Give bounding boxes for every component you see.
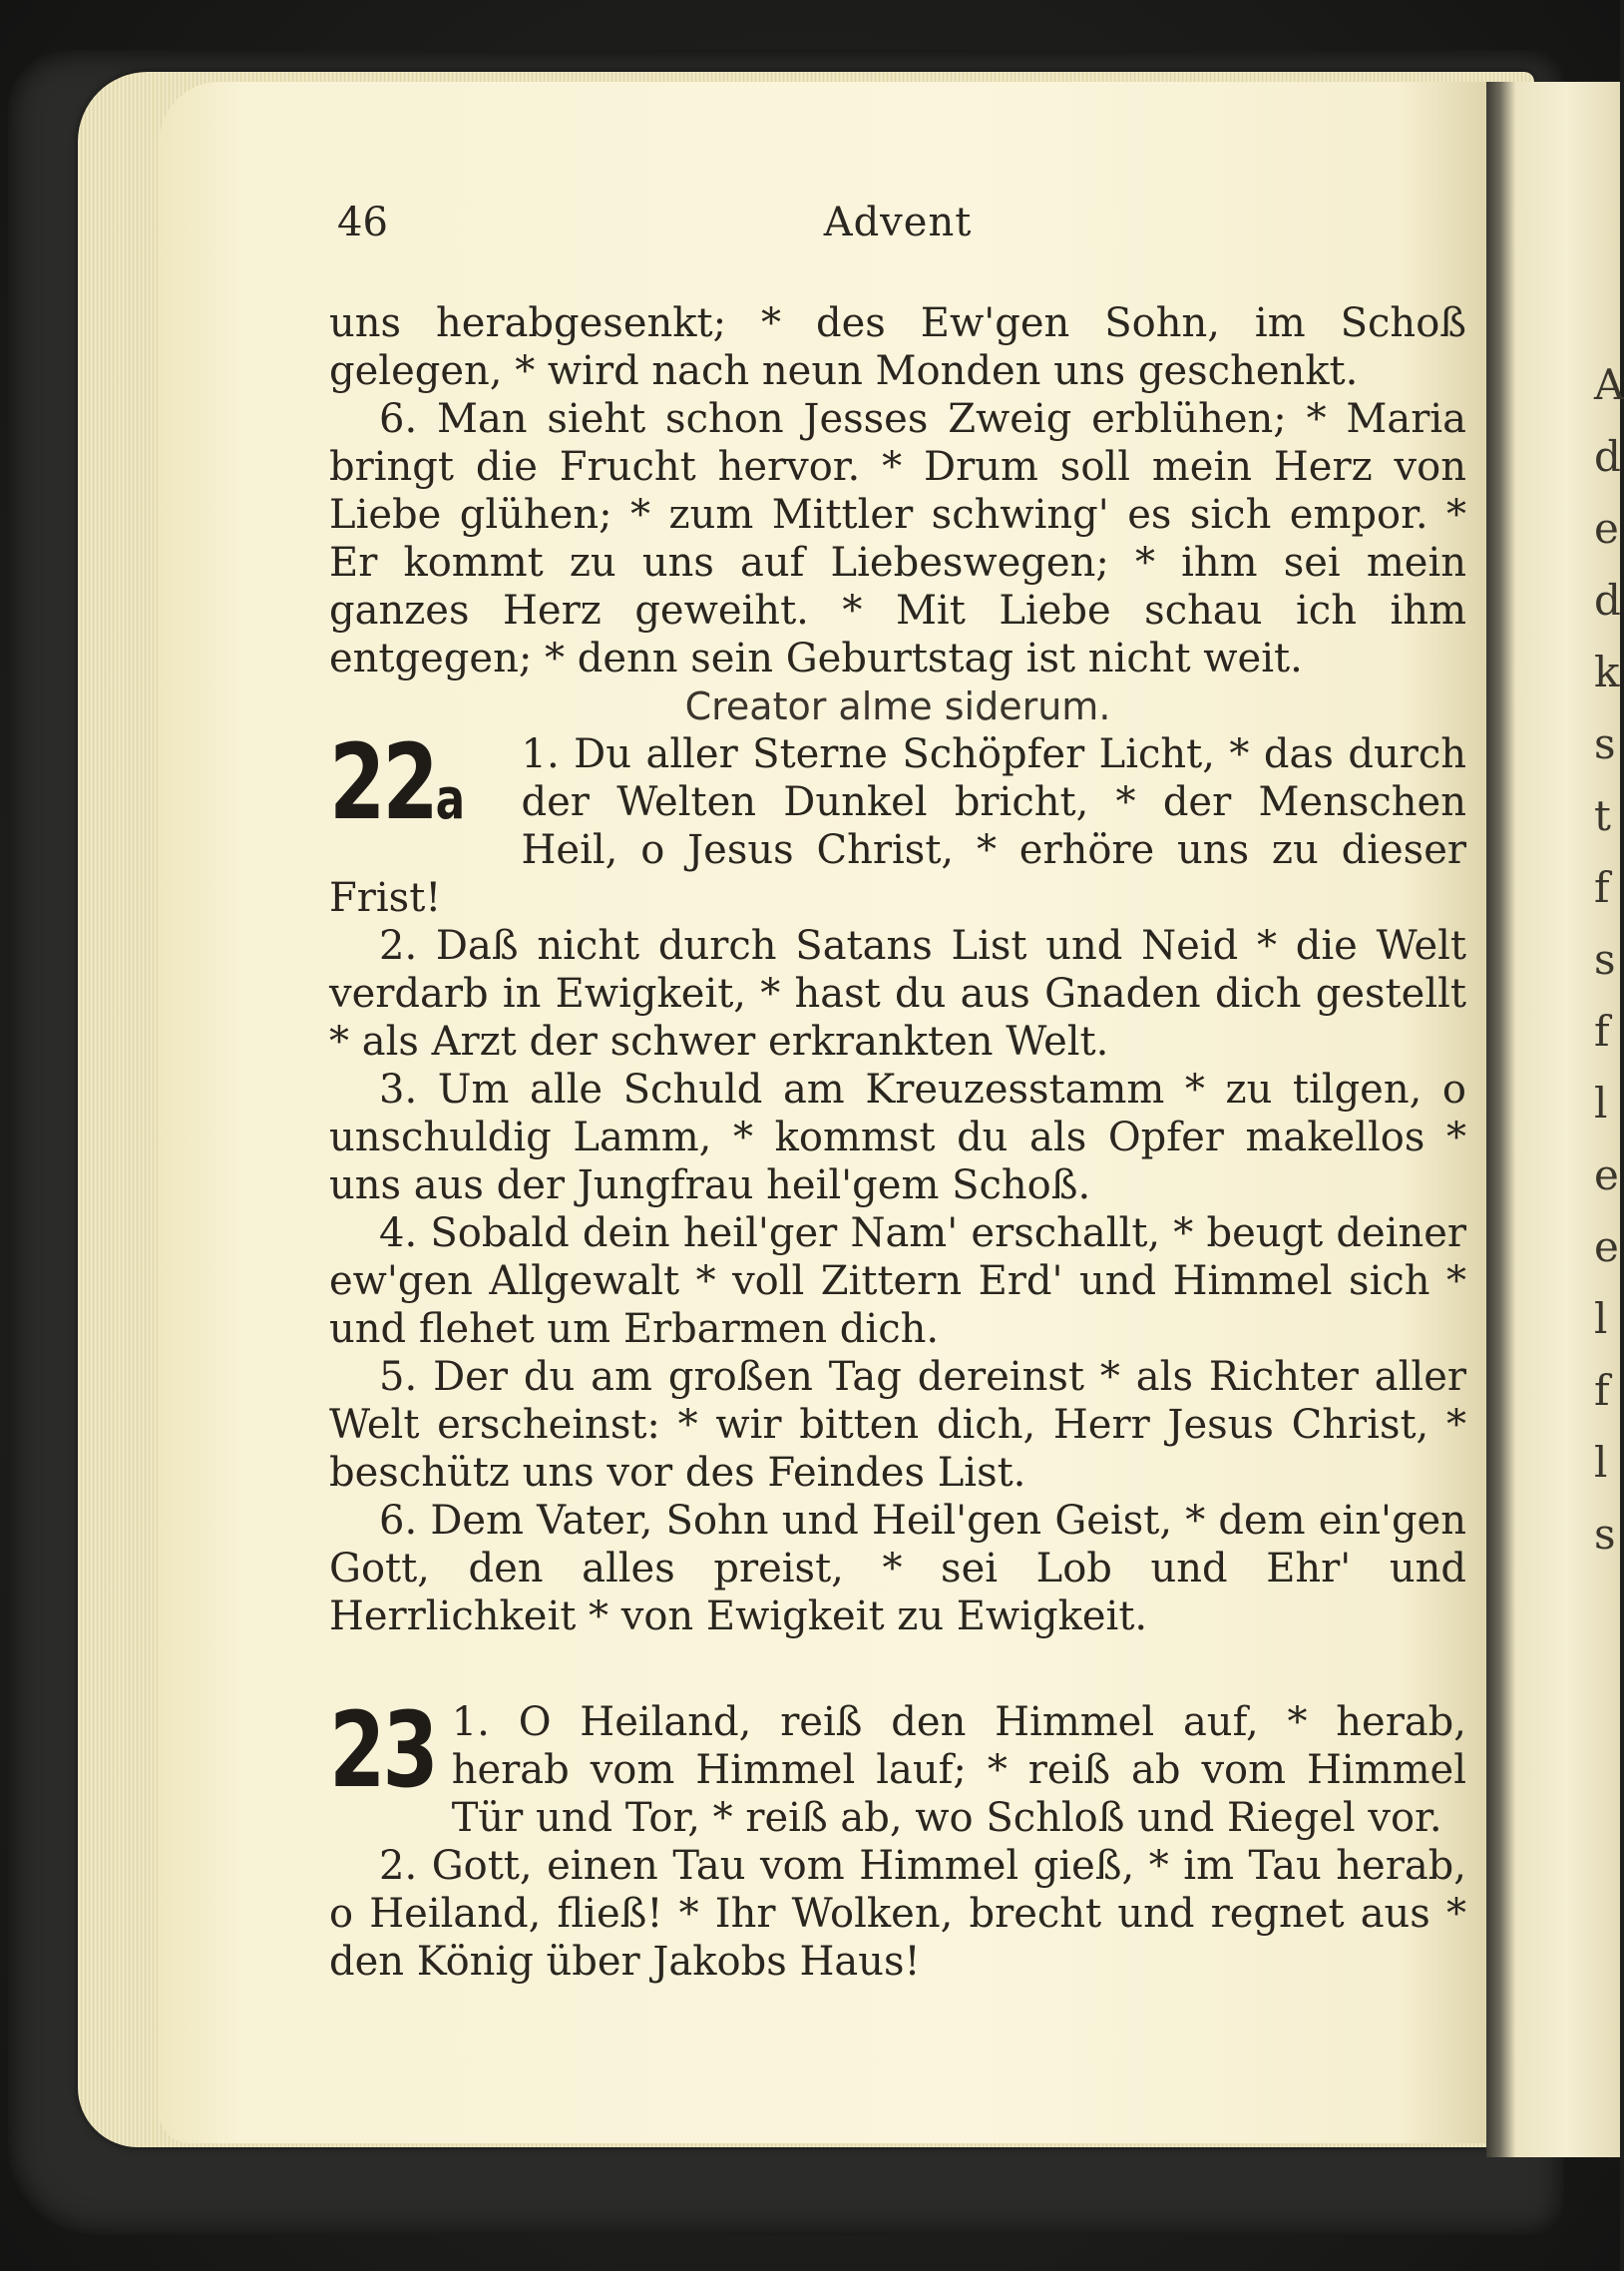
verse: 1. Du aller Sterne Schöpfer Licht, * das durch der Welten Dunkel bricht, * der Menschen Heil, o Jesus Christ, * erhöre uns zu dieser Frist! (329, 731, 1466, 921)
hymn-23 (329, 1689, 1466, 1842)
hymn-number-digits: 22 (329, 721, 436, 843)
page-header (329, 200, 1466, 259)
verse: 1. O Heiland, reiß den Himmel auf, * herab, herab vom Himmel lauf; * reiß ab vom Himmel Tür und Tor, * reiß ab, wo Schloß und Riegel vor. (451, 1699, 1466, 1841)
hymn-number: 23 (329, 1689, 436, 1811)
hymn-number (329, 721, 466, 846)
next-page-edge-text: A d e d k s t f s f l e e l f l s (1594, 360, 1624, 1559)
page-number: 46 (337, 200, 388, 245)
continuation-text: uns herabgesenkt; * des Ew'gen Sohn, im Schoß gelegen, * wird nach neun Monden uns geschenkt. (329, 300, 1466, 394)
page-text (329, 299, 1466, 1986)
verse: 2. Gott, einen Tau vom Himmel gieß, * im Tau herab, o Heiland, fließ! * Ihr Wolken, brecht und regnet aus * den König über Jakobs Haus! (329, 1843, 1466, 1985)
verse: 4. Sobald dein heil'ger Nam' erschallt, * beugt deiner ew'gen Allgewalt * voll Zittern Erd' und Himmel sich * und flehet um Erbarmen dich. (329, 1210, 1466, 1352)
hymn-separator (329, 1640, 1466, 1698)
hymn-22a (329, 721, 1466, 922)
verse: 6. Dem Vater, Sohn und Heil'gen Geist, * dem ein'gen Gott, den alles preist, * sei Lob und Ehr' und Herrlichkeit * von Ewigkeit zu Ewigkeit. (329, 1498, 1466, 1639)
hymn-number-suffix: a (435, 767, 466, 832)
verse: 2. Daß nicht durch Satans List und Neid * die Welt verdarb in Ewigkeit, * hast du aus Gnaden dich gestellt * als Arzt der schwer erkrankten Welt. (329, 923, 1466, 1065)
verse: 3. Um alle Schuld am Kreuzesstamm * zu tilgen, o unschuldig Lamm, * kommst du als Opfer makellos * uns aus der Jungfrau heil'gem Schoß. (329, 1067, 1466, 1208)
verse: 5. Der du am großen Tag dereinst * als Richter aller Welt erscheinst: * wir bitten dich, Herr Jesus Christ, * beschütz uns vor des Feindes List. (329, 1354, 1466, 1496)
verse: 6. Man sieht schon Jesses Zweig erblühen; * Maria bringt die Frucht hervor. * Drum soll mein Herz von Liebe glühen; * zum Mittler schwing' es sich empor. * Er kommt zu uns auf Liebeswegen; * ihm sei mein ganzes Herz geweiht. * Mit Liebe schau ich ihm entgegen; * denn sein Geburtstag ist nicht weit. (329, 396, 1466, 681)
running-title: Advent (823, 200, 973, 245)
hymn-latin-title: Creator alme siderum. (684, 684, 1111, 728)
